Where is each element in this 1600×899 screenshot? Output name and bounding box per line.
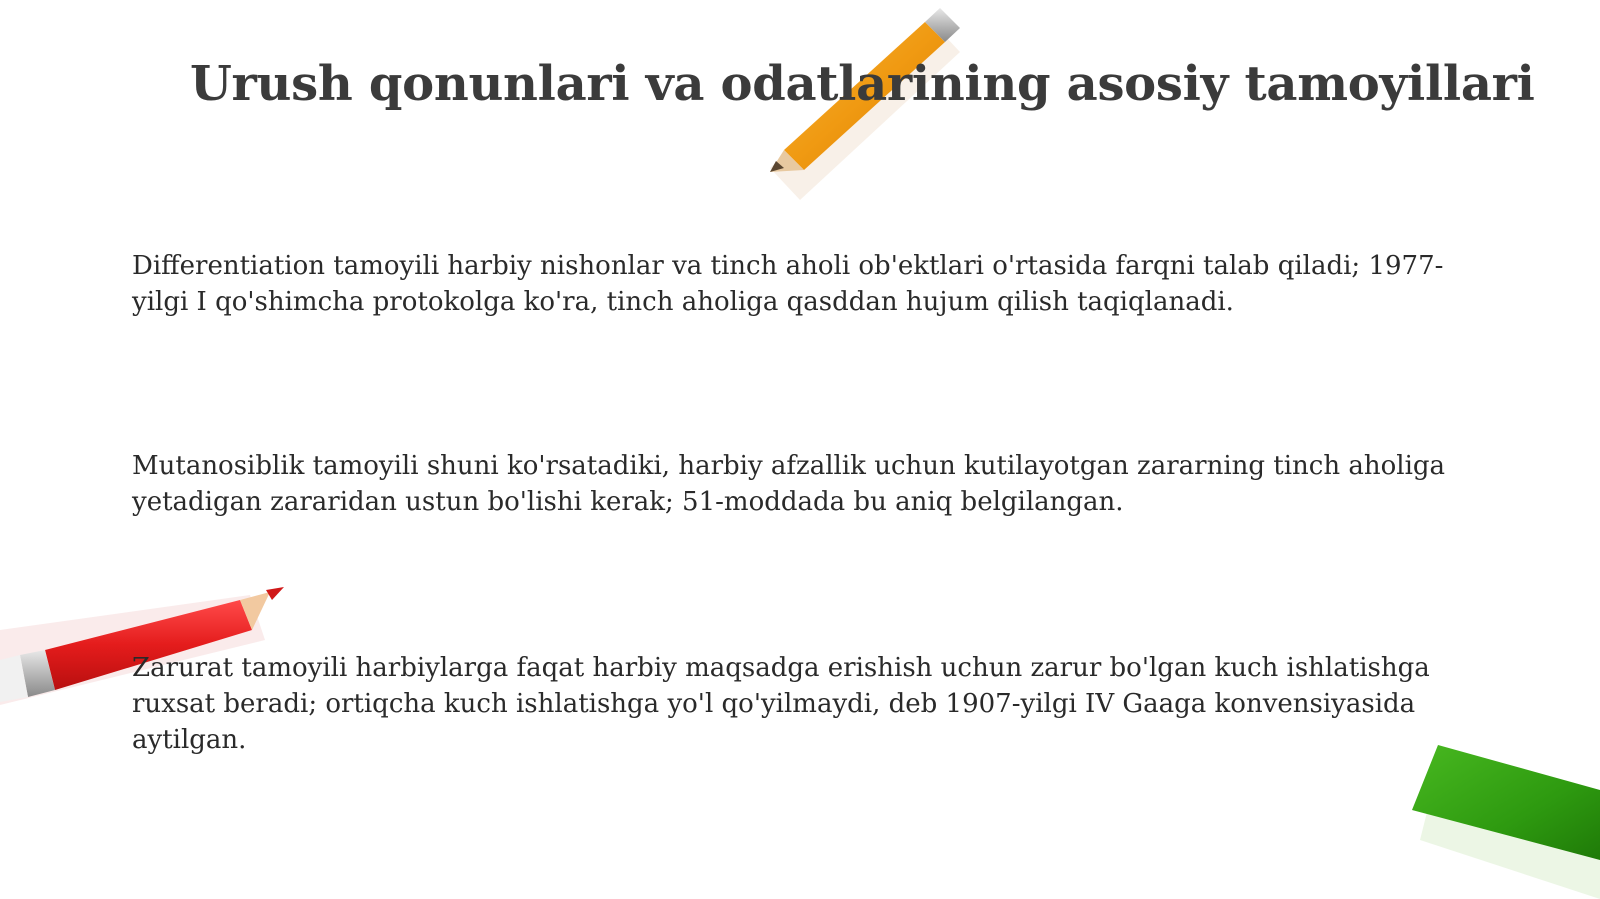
slide-title: Urush qonunlari va odatlarining asosiy tamoyillari: [190, 56, 1535, 112]
paragraph-necessity: Zarurat tamoyili harbiylarga faqat harbiy maqsadga erishish uchun zarur bo'lgan kuch ishlatishga ruxsat beradi; ortiqcha kuch ishlatishga yo'l qo'yilmaydi, deb 1907-yilgi IV Gaaga konvensiyasida aytilgan.: [132, 653, 1430, 755]
paragraph-differentiation: Differentiation tamoyili harbiy nishonlar va tinch aholi ob'ektlari o'rtasida farqni talab qiladi; 1977-yilgi I qo'shimcha protokolga ko'ra, tinch aholiga qasddan hujum qilish taqiqlanadi.: [132, 251, 1444, 317]
green-marker-decoration: [1412, 745, 1600, 899]
paragraph-proportionality: Mutanosiblik tamoyili shuni ko'rsatadiki, harbiy afzallik uchun kutilayotgan zararning tinch aholiga yetadigan zararidan ustun bo'lishi kerak; 51-moddada bu aniq belgilangan.: [132, 451, 1446, 517]
